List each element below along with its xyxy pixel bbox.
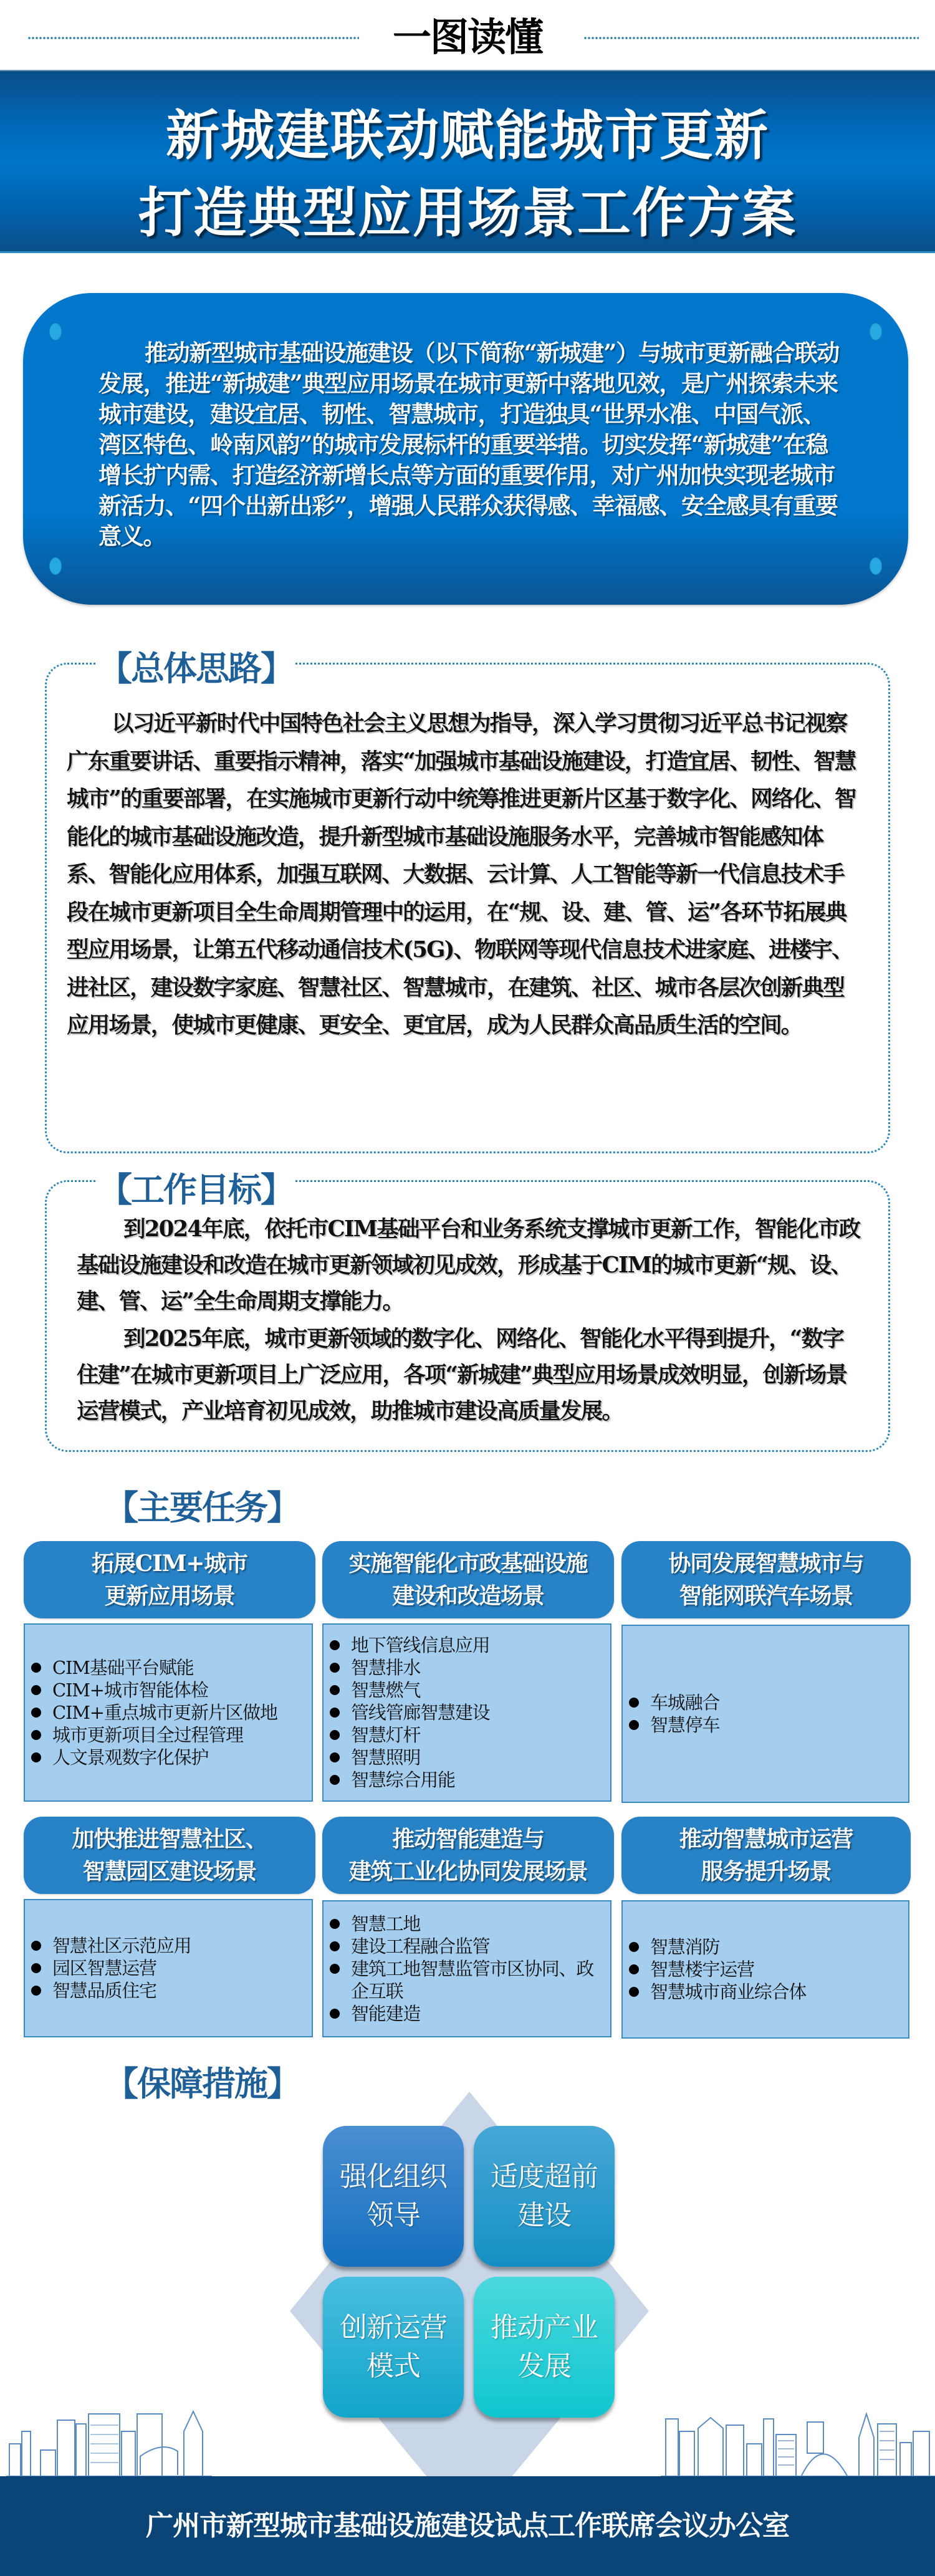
task-card-body — [322, 1900, 611, 2037]
intro-box — [23, 293, 908, 605]
work-goals-heading: 【工作目标】 — [97, 1163, 294, 1211]
bullet-icon — [31, 1663, 41, 1673]
list-item: CIM+重点城市更新片区做地 — [31, 1701, 277, 1724]
list-item: 车城融合 — [629, 1691, 719, 1714]
list-item: CIM基础平台赋能 — [31, 1656, 277, 1679]
task-card-title: 实施智能化市政基础设施 — [348, 1550, 588, 1577]
task-card-body — [322, 1623, 611, 1802]
task-card-title: 智慧园区建设场景 — [82, 1858, 257, 1885]
task-card-title: 拓展CIM+城市 — [92, 1550, 247, 1577]
task-card-title: 推动智慧城市运营 — [679, 1826, 853, 1852]
list-item: 人文景观数字化保护 — [31, 1746, 277, 1769]
overall-approach-heading: 【总体思路】 — [97, 642, 294, 690]
list-item: 管线管廊智慧建设 — [330, 1701, 489, 1724]
bullet-icon — [31, 1730, 41, 1740]
banner-title-line1: 新城建联动赋能城市更新 — [166, 104, 769, 167]
decorative-dot-icon — [49, 323, 62, 340]
safeguard-tile-construction: 适度超前 建设 — [474, 2126, 615, 2267]
decorative-dot-icon — [49, 557, 62, 575]
bullet-icon — [31, 1941, 41, 1951]
task-card-title: 协同发展智慧城市与 — [668, 1550, 864, 1577]
task-card-header — [322, 1541, 614, 1618]
list-item: 智慧社区示范应用 — [31, 1934, 191, 1957]
bullet-icon — [31, 1685, 41, 1695]
list-item: 智慧照明 — [330, 1746, 489, 1769]
decorative-dot-icon — [870, 323, 882, 340]
bullet-icon — [330, 1663, 340, 1673]
list-item: 建设工程融合监管 — [330, 1935, 598, 1958]
task-card-body — [621, 1625, 909, 1803]
list-item: 智能建造 — [330, 2002, 598, 2025]
list-item: 智慧燃气 — [330, 1679, 489, 1701]
list-item: 城市更新项目全过程管理 — [31, 1724, 277, 1746]
task-card-title: 更新应用场景 — [104, 1583, 235, 1609]
list-item: 智慧排水 — [330, 1656, 489, 1679]
list-item: 建筑工地智慧监管市区协同、政企互联 — [330, 1958, 598, 2002]
task-card-header — [322, 1817, 614, 1894]
bullet-icon — [31, 1963, 41, 1973]
work-goals-para-1: 到2024年底，依托市CIM基础平台和业务系统支撑城市更新工作，智能化市政基础设施建设和改造在城市更新领域初见成效，形成基于CIM的城市更新“规、设、建、管、运”全生命周期支撑能力。 — [77, 1216, 860, 1314]
bullet-icon — [629, 1720, 639, 1730]
top-label-title: 一图读懂 — [392, 14, 542, 60]
bullet-icon — [629, 1698, 639, 1708]
bullet-icon — [330, 1708, 340, 1718]
work-goals-para-2: 到2025年底，城市更新领域的数字化、网络化、智能化水平得到提升，“数字住建”在城市更新项目上广泛应用，各项“新城建”典型应用场景成效明显，创新场景运营模式，产业培育初见成效，助推城市建设高质量发展。 — [77, 1326, 847, 1424]
list-item: 地下管线信息应用 — [330, 1634, 489, 1656]
bullet-icon — [330, 1730, 340, 1740]
footer-organization: 广州市新型城市基础设施建设试点工作联席会议办公室 — [0, 2476, 935, 2576]
city-skyline-left-illustration — [6, 2406, 212, 2477]
safeguards-heading: 【保障措施】 — [103, 2057, 300, 2105]
list-item: 园区智慧运营 — [31, 1957, 191, 1979]
bullet-icon — [31, 1752, 41, 1762]
task-card-title: 推动智能建造与 — [392, 1826, 544, 1852]
bullet-icon — [330, 1919, 340, 1929]
safeguard-tile-organization: 强化组织 领导 — [323, 2126, 464, 2267]
decorative-dot-icon — [870, 557, 882, 575]
task-card-body — [621, 1900, 909, 2039]
city-skyline-right-illustration — [661, 2406, 935, 2477]
dotted-divider-right — [583, 36, 919, 41]
task-card-body — [24, 1899, 313, 2037]
bullet-icon — [330, 2009, 340, 2019]
bullet-icon — [330, 1941, 340, 1951]
bullet-icon — [31, 1986, 41, 1996]
intro-text: 推动新型城市基础设施建设（以下简称“新城建”）与城市更新融合联动发展，推进“新城建”典型应用场景在城市更新中落地见效，是广州探索未来城市建设，建设宜居、韧性、智慧城市，打造独具“世界水准、中国气派、湾区特色、岭南风韵”的城市发展标杆的重要举措。切实发挥“新城建”在稳增长扩内需、打造经济新增长点等方面的重要作用，对广州加快实现老城市新活力、“四个出新出彩”，增强人民群众获得感、幸福感、安全感具有重要意义。 — [98, 339, 840, 550]
bullet-icon — [330, 1964, 340, 1974]
overall-approach-text: 以习近平新时代中国特色社会主义思想为指导，深入学习贯彻习近平总书记视察广东重要讲话、重要指示精神，落实“加强城市基础设施建设，打造宜居、韧性、智慧城市”的重要部署，在实施城市更新行动中统筹推进更新片区基于数字化、网络化、智能化的城市基础设施改造，提升新型城市基础设施服务水平，完善城市智能感知体系、智能化应用体系，加强互联网、大数据、云计算、人工智能等新一代信息技术手段在城市更新项目全生命周期管理中的运用，在“规、设、建、管、运”各环节拓展典型应用场景，让第五代移动通信技术(5G)、物联网等现代信息技术进家庭、进楼宇、进社区，建设数字家庭、智慧社区、智慧城市，在建筑、社区、城市各层次创新典型应用场景，使城市更健康、更安全、更宜居，成为人民群众高品质生活的空间。 — [67, 711, 856, 1038]
safeguard-tile-industry: 推动产业 发展 — [474, 2277, 615, 2418]
bullet-icon — [31, 1708, 41, 1718]
bullet-icon — [330, 1640, 340, 1650]
bullet-icon — [629, 1964, 639, 1974]
list-item: 智慧楼宇运营 — [629, 1958, 806, 1981]
task-card-body — [24, 1623, 313, 1802]
task-card-title: 建筑工业化协同发展场景 — [348, 1858, 588, 1885]
task-card-title: 加快推进智慧社区、 — [72, 1826, 267, 1852]
top-label — [0, 0, 935, 69]
list-item: CIM+城市智能体检 — [31, 1679, 277, 1701]
bullet-icon — [330, 1685, 340, 1695]
task-card-title: 建设和改造场景 — [392, 1583, 544, 1609]
task-card-header — [621, 1541, 911, 1618]
task-card-title: 智能网联汽车场景 — [679, 1583, 853, 1609]
task-card-header — [24, 1541, 315, 1618]
banner-title-line2: 打造典型应用场景工作方案 — [138, 181, 797, 244]
work-goals-box — [45, 1180, 890, 1452]
list-item: 智慧工地 — [330, 1913, 598, 1935]
task-card-title: 服务提升场景 — [701, 1858, 832, 1885]
list-item: 智慧消防 — [629, 1936, 806, 1958]
bullet-icon — [629, 1942, 639, 1952]
bullet-icon — [330, 1752, 340, 1762]
list-item: 智慧城市商业综合体 — [629, 1981, 806, 2003]
overall-approach-box — [45, 663, 890, 1153]
bullet-icon — [330, 1775, 340, 1785]
list-item: 智慧灯杆 — [330, 1724, 489, 1746]
bullet-icon — [629, 1987, 639, 1997]
task-card-header — [621, 1817, 911, 1894]
main-tasks-heading: 【主要任务】 — [103, 1481, 300, 1529]
list-item: 智慧停车 — [629, 1714, 719, 1736]
task-card-header — [24, 1817, 315, 1894]
title-banner — [0, 70, 935, 253]
dotted-divider-left — [27, 36, 359, 41]
list-item: 智慧品质住宅 — [31, 1979, 191, 2002]
list-item: 智慧综合用能 — [330, 1769, 489, 1791]
safeguard-tile-operation: 创新运营 模式 — [323, 2277, 464, 2418]
